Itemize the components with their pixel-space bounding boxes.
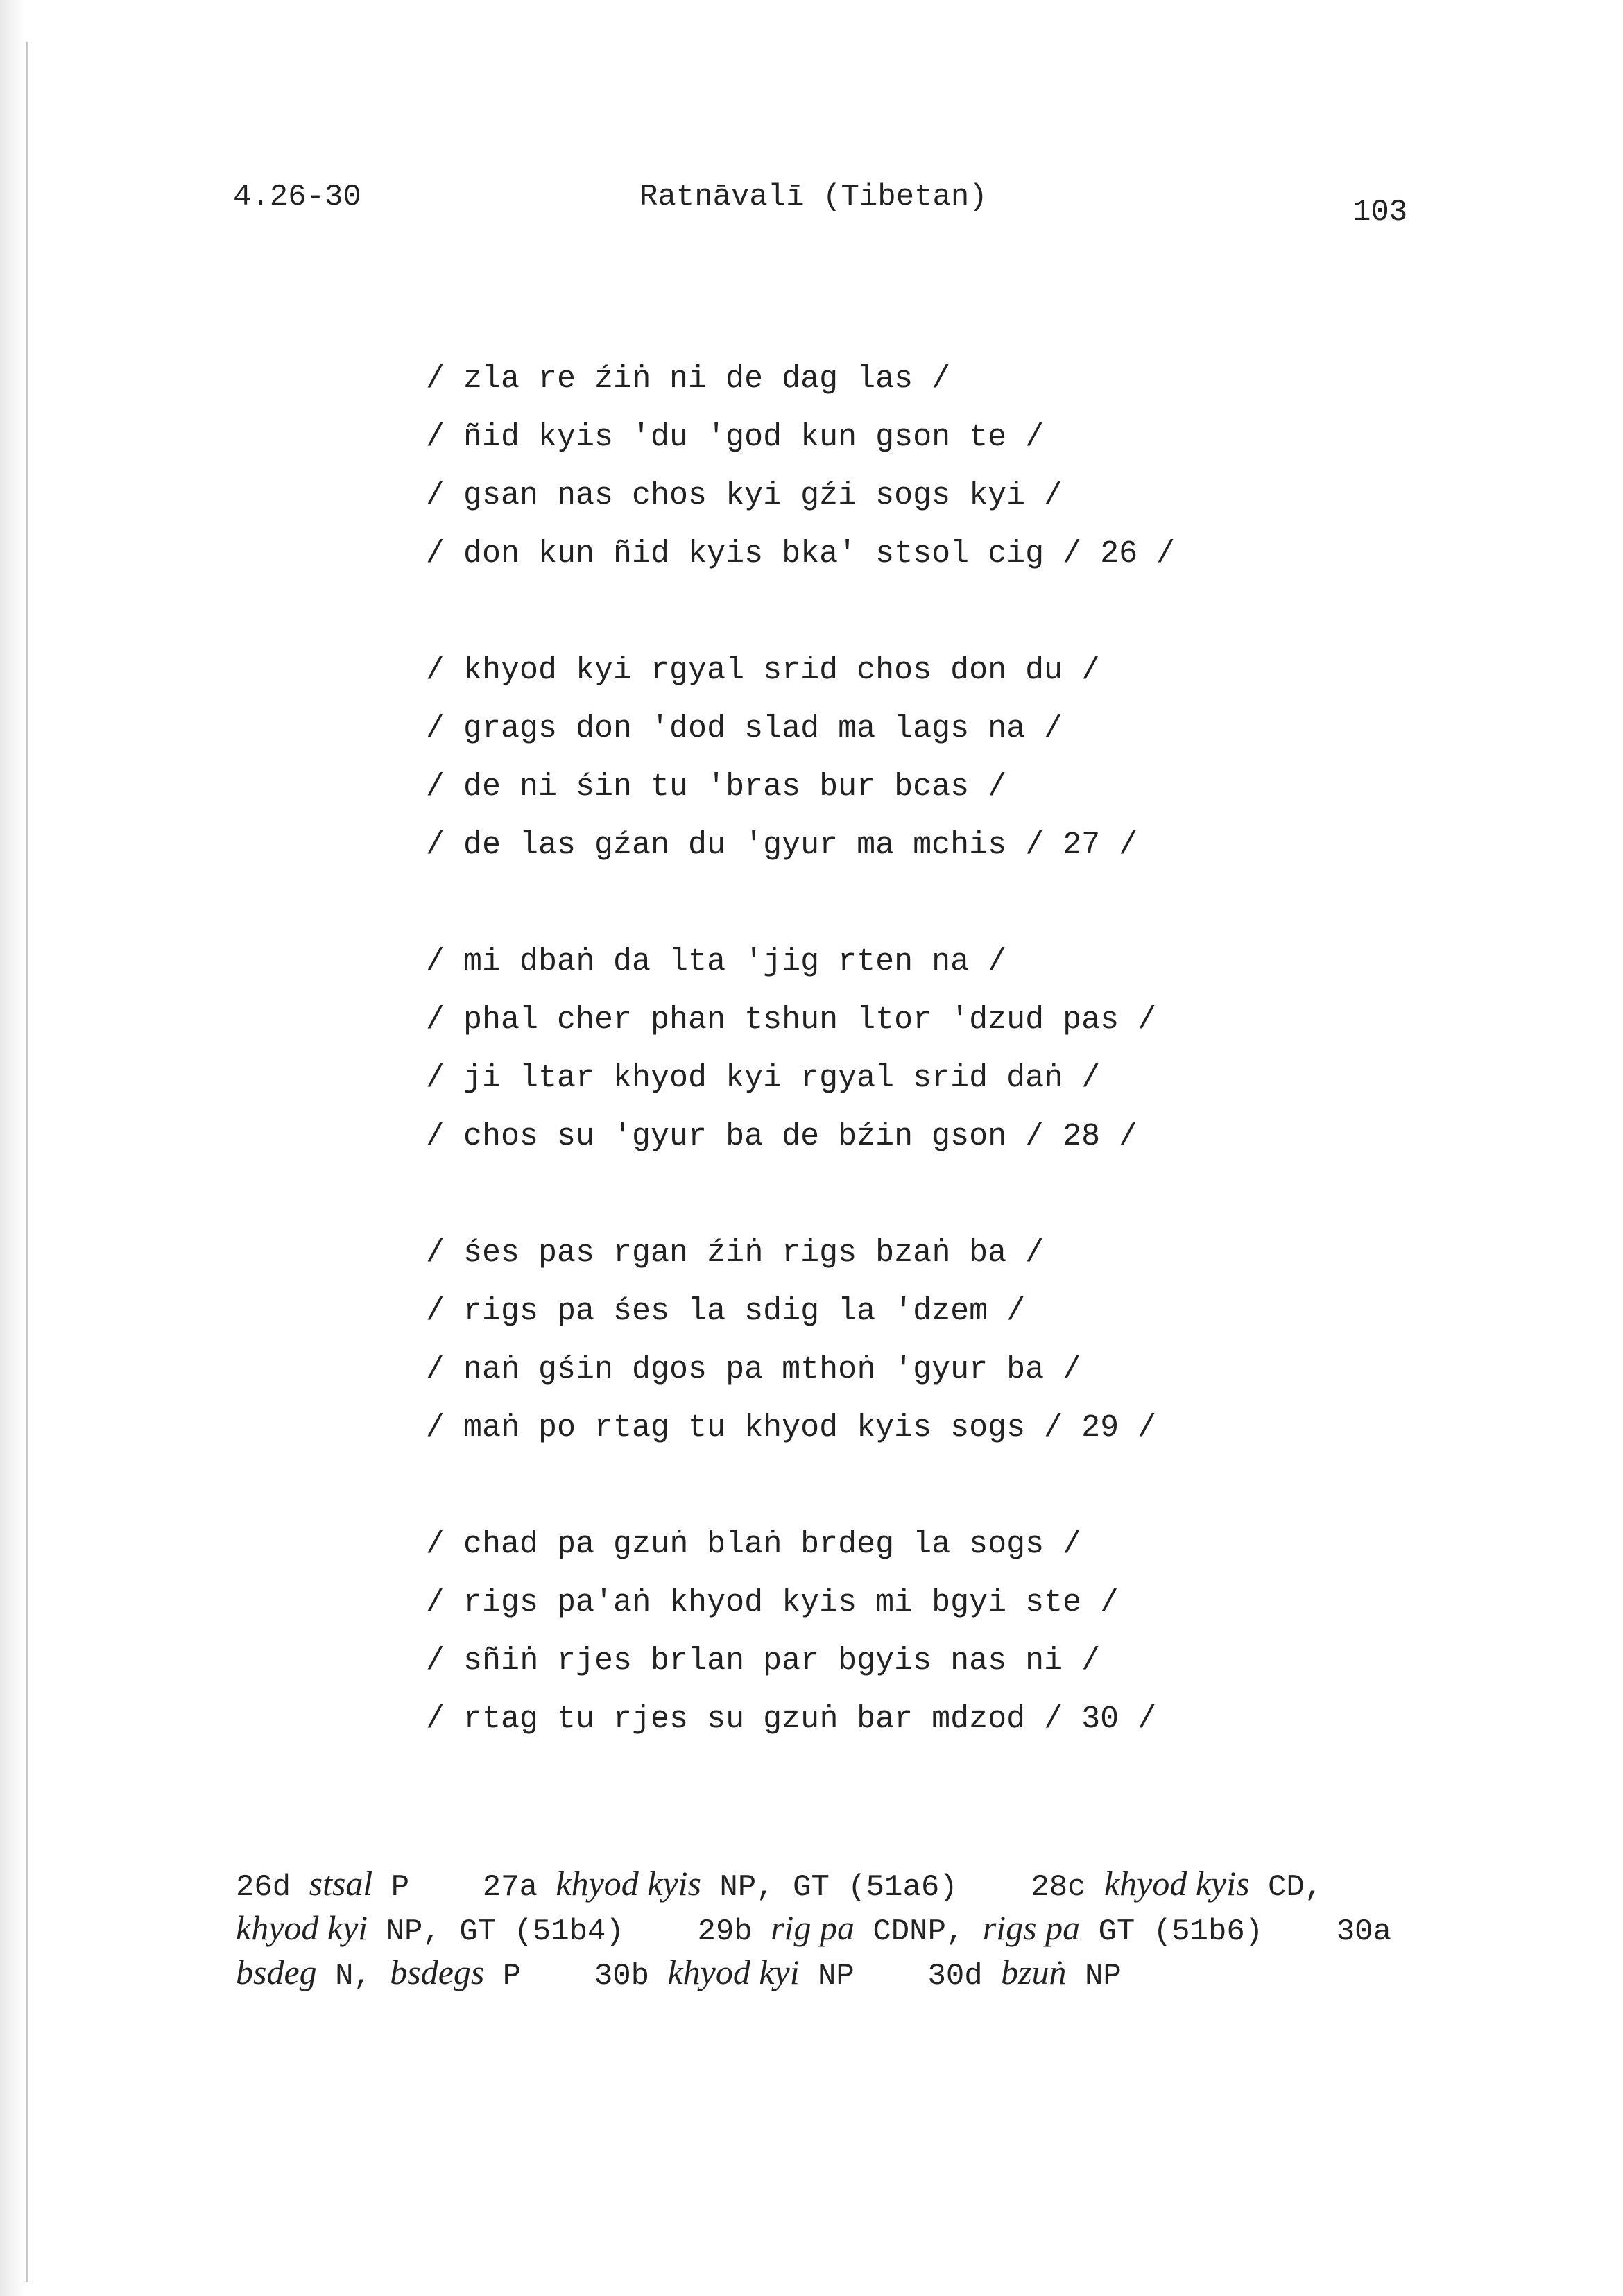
- note-witnesses: NP, GT (51b4): [386, 1914, 624, 1949]
- note-reading: bzuṅ: [1001, 1953, 1067, 1991]
- verse-line: / khyod kyi rgyal srid chos don du /: [426, 653, 1101, 688]
- verse-line: / chos su 'gyur ba de bźin gson / 28 /: [426, 1119, 1138, 1154]
- note-reading: bsdeg: [236, 1953, 317, 1991]
- stanza-26: [426, 350, 1536, 583]
- note-reading: rig pa: [771, 1908, 855, 1947]
- note-reading: rigs pa: [982, 1908, 1081, 1947]
- verse-line: / ñid kyis 'du 'god kun gson te /: [426, 420, 1045, 455]
- note-ref: 29b: [697, 1914, 753, 1949]
- stanza-30: [426, 1516, 1536, 1749]
- note-reading: khyod kyis: [1104, 1864, 1250, 1903]
- verse-line: / ji ltar khyod kyi rgyal srid daṅ /: [426, 1061, 1101, 1096]
- verse-line: / phal cher phan tshun ltor 'dzud pas /: [426, 1002, 1157, 1038]
- note-reading: khyod kyis: [556, 1864, 702, 1903]
- note-ref: 27a: [482, 1870, 538, 1905]
- stanza-27: [426, 642, 1536, 875]
- verse-line: / rigs pa'aṅ khyod kyis mi bgyi ste /: [426, 1585, 1119, 1620]
- verse-line: / grags don 'dod slad ma lags na /: [426, 711, 1063, 746]
- verse-line: / rtag tu rjes su gzuṅ bar mdzod / 30 /: [426, 1702, 1157, 1737]
- note-reading: stsal: [309, 1864, 373, 1903]
- verse-line: / zla re źiṅ ni de dag las /: [426, 361, 951, 397]
- note-reading: khyod kyi: [667, 1953, 800, 1991]
- note-witnesses: NP: [818, 1959, 855, 1994]
- section-range: 4.26-30: [233, 180, 361, 214]
- stanza-28: [426, 933, 1536, 1166]
- note-witnesses: P: [502, 1959, 522, 1994]
- note-witnesses: NP, GT (51a6): [719, 1870, 958, 1905]
- verse-line: / maṅ po rtag tu khyod kyis sogs / 29 /: [426, 1410, 1157, 1446]
- page-number: 103: [1352, 195, 1408, 230]
- binding-shadow: [0, 0, 25, 2296]
- note-ref: 28c: [1031, 1870, 1086, 1905]
- note-witnesses: CDNP,: [873, 1914, 965, 1949]
- verse-line: / śes pas rgan źiṅ rigs bzaṅ ba /: [426, 1235, 1045, 1271]
- verse-line: / sñiṅ rjes brlan par bgyis nas ni /: [426, 1643, 1101, 1679]
- binding-edge-line: [26, 42, 28, 2282]
- note-reading: khyod kyi: [236, 1908, 368, 1947]
- critical-apparatus: [236, 1863, 1415, 1996]
- verse-line: / rigs pa śes la sdig la 'dzem /: [426, 1294, 1026, 1329]
- verse-line: / mi dbaṅ da lta 'jig rten na /: [426, 944, 1007, 979]
- note-ref: 30d: [927, 1959, 983, 1994]
- note-ref: 30b: [594, 1959, 650, 1994]
- stanza-29: [426, 1224, 1536, 1457]
- verse-line: / don kun ñid kyis bka' stsol cig / 26 /: [426, 536, 1176, 572]
- note-witnesses: N,: [335, 1959, 372, 1994]
- note-witnesses: NP: [1084, 1959, 1122, 1994]
- verse-line: / naṅ gśin dgos pa mthoṅ 'gyur ba /: [426, 1352, 1082, 1387]
- verse-line: / chad pa gzuṅ blaṅ brdeg la sogs /: [426, 1527, 1082, 1562]
- note-reading: bsdegs: [390, 1953, 485, 1991]
- verse-block: [426, 350, 1536, 1807]
- running-title: Ratnāvalī (Tibetan): [639, 180, 988, 214]
- verse-line: / de las gźan du 'gyur ma mchis / 27 /: [426, 828, 1138, 863]
- note-witnesses: GT (51b6): [1098, 1914, 1264, 1949]
- note-witnesses: P: [390, 1870, 410, 1905]
- note-witnesses: CD,: [1267, 1870, 1323, 1905]
- note-ref: 30a: [1336, 1914, 1391, 1949]
- verse-line: / gsan nas chos kyi gźi sogs kyi /: [426, 478, 1063, 513]
- verse-line: / de ni śin tu 'bras bur bcas /: [426, 769, 1007, 805]
- note-ref: 26d: [236, 1870, 291, 1905]
